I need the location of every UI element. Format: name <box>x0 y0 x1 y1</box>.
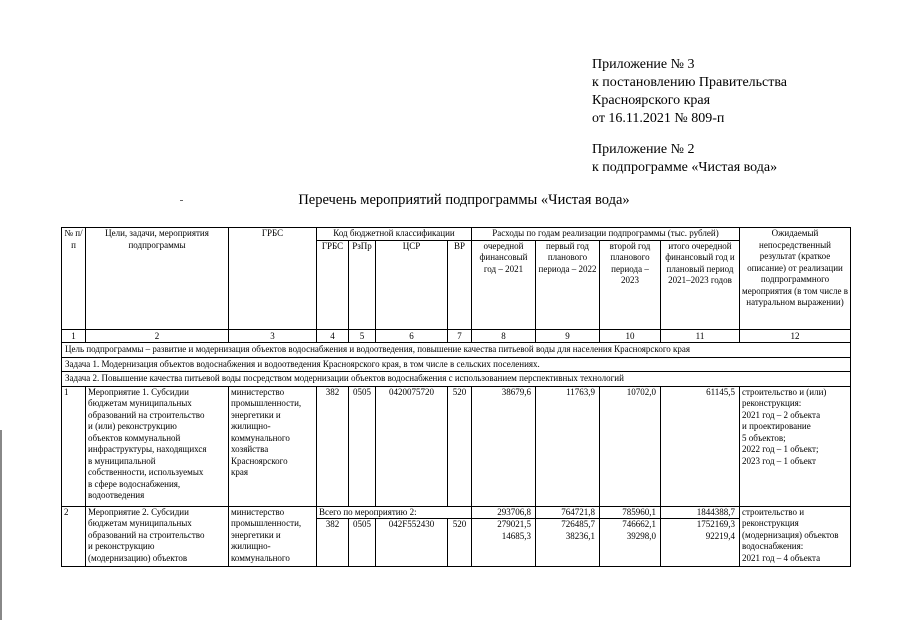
header-line: Приложение № 2 <box>592 142 695 157</box>
header-line: Красноярского края <box>592 93 711 108</box>
sub-csr: ЦСР <box>376 240 448 329</box>
header-goals: Цели, задачи, мероприятия подпрограммы <box>86 228 229 330</box>
sub-grbs: ГРБС <box>317 240 349 329</box>
code-rzpr: 0505 <box>349 386 376 506</box>
row-num: 1 <box>62 386 86 506</box>
grbs-name: министерство промышленности, энергетики и жилищно- коммунального <box>229 506 317 567</box>
value-total: 61145,5 <box>661 386 740 506</box>
col-number: 1 <box>62 329 86 343</box>
code-csr: 042F552430 <box>376 519 448 567</box>
header-line: Приложение № 3 <box>592 57 695 72</box>
col-number: 7 <box>448 329 472 343</box>
header-line: от 16.11.2021 № 809-п <box>592 111 725 126</box>
measure-name: Мероприятие 1. Субсидии бюджетам муниципальных образований на строительство и (или) реконструкцию объектов коммунальной инфраструктуры, находящихся в муниципальной собственности, используемых в сфере водоснабжения, водоотведения <box>86 386 229 506</box>
header-line: к подпрограмме «Чистая вода» <box>592 160 778 175</box>
measure-name: Мероприятие 2. Субсидии бюджетам муниципальных образований на строительство и реконструкцию (модернизацию) объектов <box>86 506 229 567</box>
value-total: 1844388,7 <box>661 506 740 519</box>
sub-rzpr: РзПр <box>349 240 376 329</box>
col-number: 11 <box>661 329 740 343</box>
scan-edge-mark <box>0 430 2 620</box>
value-2023: 10702,0 <box>600 386 661 506</box>
col-number: 12 <box>740 329 851 343</box>
scan-dot <box>180 200 183 201</box>
col-number: 2 <box>86 329 229 343</box>
value-2021-breakdown: 279021,5 14685,3 <box>472 519 536 567</box>
value-2021: 293706,8 <box>472 506 536 519</box>
code-grbs: 382 <box>317 519 349 567</box>
table-row <box>62 506 851 519</box>
header-result: Ожидаемый непосредственный результат (краткое описание) от реализации подпрограммного мероприятия (в том числе в натуральном выражении) <box>740 228 851 330</box>
value-total-breakdown: 1752169,3 92219,4 <box>661 519 740 567</box>
col-number: 10 <box>600 329 661 343</box>
task2-row: Задача 2. Повышение качества питьевой воды посредством модернизации объектов водоснабжения с использованием перспективных технологий <box>62 372 851 387</box>
sub-vr: ВР <box>448 240 472 329</box>
value-2022-breakdown: 726485,7 38236,1 <box>536 519 600 567</box>
col-number: 6 <box>376 329 448 343</box>
goal-row: Цель подпрограммы – развитие и модернизация объектов водоснабжения и водоотведения, повышение качества питьевой воды для населения Красноярского края <box>62 343 851 358</box>
code-vr: 520 <box>448 519 472 567</box>
sub-2023: второй год планового периода – 2023 <box>600 240 661 329</box>
value-2022: 764721,8 <box>536 506 600 519</box>
expected-result: строительство и (или) реконструкция: 2021 год – 2 объекта и проектирование 5 объектов; 2022 год – 1 объект; 2023 год – 1 объект <box>740 386 851 506</box>
table-row <box>62 386 851 506</box>
value-2021: 38679,6 <box>472 386 536 506</box>
col-number: 9 <box>536 329 600 343</box>
measures-table <box>61 227 851 567</box>
code-csr: 0420075720 <box>376 386 448 506</box>
col-number: 4 <box>317 329 349 343</box>
appendix-2-header <box>592 141 777 177</box>
expected-result: строительство и реконструкция (модернизация) объектов водоснабжения: 2021 год – 4 объекта <box>740 506 851 567</box>
value-2023: 785960,1 <box>600 506 661 519</box>
col-number: 8 <box>472 329 536 343</box>
grbs-name: министерство промышленности, энергетики и жилищно- коммунального хозяйства Красноярского края <box>229 386 317 506</box>
code-grbs: 382 <box>317 386 349 506</box>
document-title: Перечень мероприятий подпрограммы «Чистая вода» <box>298 192 630 208</box>
header-line: к постановлению Правительства <box>592 75 788 90</box>
row-num: 2 <box>62 506 86 567</box>
header-kbk: Код бюджетной классификации <box>317 228 472 241</box>
code-rzpr: 0505 <box>349 519 376 567</box>
sub-2021: очередной финансовый год – 2021 <box>472 240 536 329</box>
total-label: Всего по мероприятию 2: <box>317 506 472 519</box>
appendix-3-header <box>592 56 787 128</box>
header-num: № п/п <box>62 228 86 330</box>
value-2023-breakdown: 746662,1 39298,0 <box>600 519 661 567</box>
sub-total: итого очередной финансовый год и плановый период 2021–2023 годов <box>661 240 740 329</box>
task1-row: Задача 1. Модернизация объектов водоснабжения и водоотведения Красноярского края, в том числе в сельских поселениях. <box>62 357 851 372</box>
sub-2022: первый год планового периода – 2022 <box>536 240 600 329</box>
header-grbs: ГРБС <box>229 228 317 330</box>
col-number: 5 <box>349 329 376 343</box>
code-vr: 520 <box>448 386 472 506</box>
value-2022: 11763,9 <box>536 386 600 506</box>
header-expenses: Расходы по годам реализации подпрограммы (тыс. рублей) <box>472 228 740 241</box>
col-number: 3 <box>229 329 317 343</box>
